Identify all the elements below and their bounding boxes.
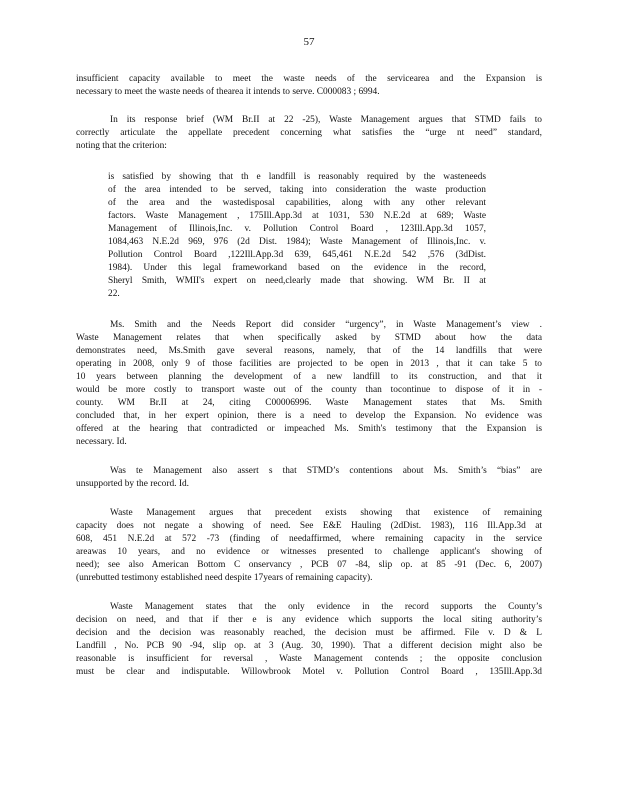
- text-line: decision on need, and that if ther e is any evidence which supports the local siting authority’s: [76, 615, 542, 625]
- text-line: necessary to meet the waste needs of thearea it intends to serve. C000083 ; 6994.: [76, 87, 380, 97]
- text-line: noting that the criterion:: [76, 141, 167, 151]
- text-line: unsupported by the record. Id.: [76, 479, 189, 489]
- text-line: need); see also American Bottom C onservancy , PCB 07 -84, slip op. at 85 -91 (Dec. 6, 2007): [76, 560, 542, 570]
- text-line: 608, 451 N.E.2d at 572 -73 (finding of needaffirmed, where remaining capacity in the service: [76, 534, 542, 544]
- text-line: 1984). Under this legal frameworkand based on the evidence in the record,: [108, 263, 486, 273]
- text-line: In its response brief (WM Br.II at 22 -25), Waste Management argues that STMD fails to: [110, 115, 542, 125]
- text-line: factors. Waste Management , 175Ill.App.3d at 1031, 530 N.E.2d at 689; Waste: [108, 211, 486, 221]
- text-line: Landfill , No. PCB 90 -94, slip op. at 3 (Aug. 30, 1990). That a different decision might also be: [76, 641, 542, 651]
- text-line: of the area and the wastedisposal capabilities, along with any other relevant: [108, 198, 486, 208]
- text-line: Ms. Smith and the Needs Report did consider “urgency”, in Waste Management’s view .: [110, 320, 542, 330]
- text-line: operating in 2008, only 9 of those facilities are projected to be open in 2013 , that it can take 5 to: [76, 359, 542, 369]
- text-line: correctly articulate the appellate precedent concerning what satisfies the “urge nt need” standard,: [76, 128, 542, 138]
- text-line: capacity does not negate a showing of need. See E&E Hauling (2dDist. 1983), 116 Ill.App.3d at: [76, 521, 542, 531]
- text-line: offered at the hearing that contradicted or impeached Ms. Smith's testimony that the Expansion is: [76, 424, 542, 434]
- text-line: county. WM Br.II at 24, citing C00006996. Waste Management states that Ms. Smith: [76, 398, 542, 408]
- text-line: insufficient capacity available to meet the waste needs of the servicearea and the Expansion is: [76, 74, 542, 84]
- text-line: Pollution Control Board ,122Ill.App.3d 639, 645,461 N.E.2d 542 ,576 (3dDist.: [108, 250, 486, 260]
- text-line: concluded that, in her expert opinion, there is a need to develop the Expansion. No evidence was: [76, 411, 542, 421]
- text-line: reasonable is insufficient for reversal , Waste Management contends ; the opposite conclusion: [76, 654, 542, 664]
- text-line: Management of Illinois,Inc. v. Pollution Control Board , 123Ill.App.3d 1057,: [108, 224, 486, 234]
- text-line: Waste Management relates that when specifically asked by STMD about how the data: [76, 333, 542, 343]
- text-line: 22.: [108, 289, 120, 299]
- text-line: Waste Management states that the only evidence in the record supports the County’s: [110, 602, 542, 612]
- text-line: decision and the decision was reasonably reached, the decision must be affirmed. File v. D & L: [76, 628, 542, 638]
- text-line: would be more costly to transport waste out of the county than tocontinue to dispose of it in -: [76, 385, 542, 395]
- text-line: is satisfied by showing that th e landfill is reasonably required by the wasteneeds: [108, 172, 486, 182]
- text-line: of the area intended to be served, taking into consideration the waste production: [108, 185, 486, 195]
- text-line: Was te Management also assert s that STMD’s contentions about Ms. Smith’s “bias” are: [110, 466, 542, 476]
- text-line: Sheryl Smith, WMII's expert on need,clearly made that showing. WM Br. II at: [108, 276, 486, 286]
- text-line: necessary. Id.: [76, 437, 127, 447]
- text-line: areawas 10 years, and no evidence or witnesses presented to challenge applicant's showing of: [76, 547, 542, 557]
- text-line: Waste Management argues that precedent exists showing that existence of remaining: [110, 508, 542, 518]
- text-line: (unrebutted testimony established need despite 17years of remaining capacity).: [76, 573, 373, 583]
- text-line: demonstrates need, Ms.Smith gave several reasons, namely, that of the 14 landfills that were: [76, 346, 542, 356]
- page-number: 57: [303, 36, 315, 48]
- text-line: must be clear and indisputable. Willowbrook Motel v. Pollution Control Board , 135Ill.App.3d: [76, 667, 542, 677]
- text-line: 1084,463 N.E.2d 969, 976 (2d Dist. 1984); Waste Management of Illinois,Inc. v.: [108, 237, 486, 247]
- text-line: 10 years between planning the development of a new landfill to its construction, and that it: [76, 372, 542, 382]
